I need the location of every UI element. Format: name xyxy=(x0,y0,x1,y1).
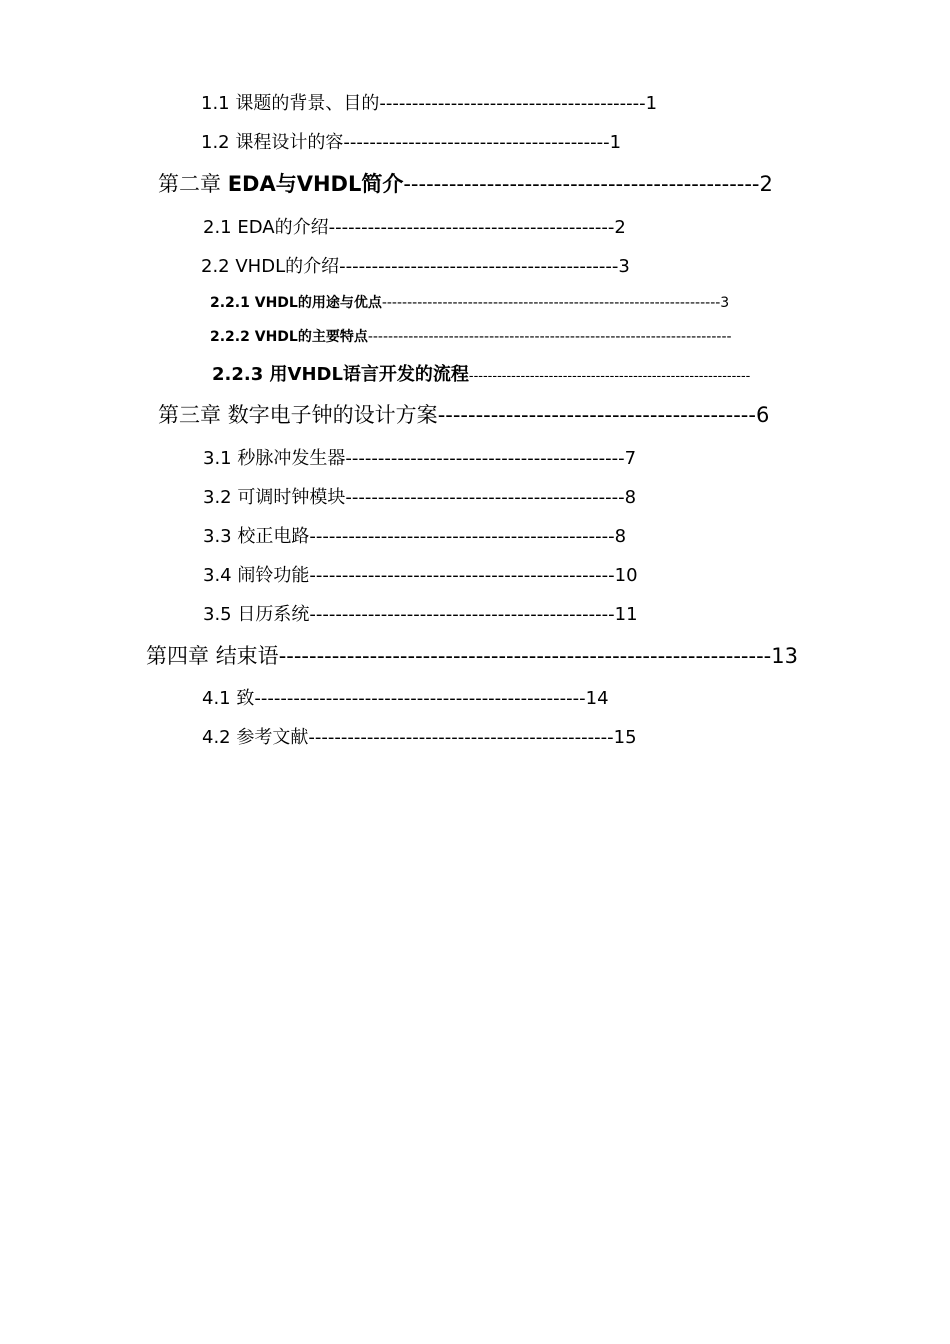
toc-page-number: 10 xyxy=(614,565,638,586)
toc-entry-2-2[interactable] xyxy=(201,258,630,276)
toc-entry-number: 2.1 xyxy=(203,217,238,238)
toc-page-number: 11 xyxy=(614,604,638,625)
toc-entry-4-1[interactable] xyxy=(202,690,609,708)
toc-page-number: 3 xyxy=(618,256,630,277)
toc-page-number: 6 xyxy=(755,403,770,427)
toc-page-number: 8 xyxy=(614,526,627,547)
toc-entry-number: 4.1 xyxy=(202,688,237,709)
toc-leader-dots: ------------------------------------------- xyxy=(345,448,625,469)
toc-entry-3-5[interactable] xyxy=(203,606,638,624)
toc-entry-title: 校正电路 xyxy=(237,526,310,547)
toc-entry-number: 4.2 xyxy=(202,727,237,748)
toc-entry-title: 2.2.2 VHDL的主要特点 xyxy=(210,329,368,345)
toc-entry-2-2-2[interactable] xyxy=(210,330,732,344)
toc-entry-2-1[interactable] xyxy=(203,219,626,237)
toc-entry-number: 3.5 xyxy=(203,604,238,625)
toc-page-number: 7 xyxy=(624,448,637,469)
toc-entry-title: 课程设计的容 xyxy=(235,132,344,153)
toc-entry-title: 致 xyxy=(236,688,255,709)
toc-entry-title: 课题的背景、目的 xyxy=(235,93,380,114)
toc-leader-dots: ----------------------------------------------------------------- xyxy=(278,644,772,668)
toc-page-number: 13 xyxy=(771,644,798,668)
toc-chapter-number: 第四章 xyxy=(146,644,216,668)
toc-chapter-3[interactable] xyxy=(158,405,769,426)
toc-entry-title: 可调时钟模块 xyxy=(237,487,346,508)
toc-leader-dots: ----------------------------------------------- xyxy=(309,604,615,625)
toc-entry-number: 3.4 xyxy=(203,565,238,586)
toc-leader-dots: -------------------------------------------- xyxy=(328,217,615,238)
toc-leader-dots: ----------------------------------------- xyxy=(379,93,646,114)
toc-entry-number: 1.1 xyxy=(201,93,236,114)
toc-page-number: 1 xyxy=(645,93,658,114)
toc-entry-1-2[interactable] xyxy=(201,134,621,152)
toc-entry-1-1[interactable] xyxy=(201,95,657,113)
toc-leader-dots: ----------------------------------------- xyxy=(343,132,610,153)
toc-entry-4-2[interactable] xyxy=(202,729,637,747)
toc-leader-dots: ------------------------------------------------------------------- xyxy=(381,295,721,311)
toc-page-number: 1 xyxy=(609,132,622,153)
toc-leader-dots: --------------------------------------------------- xyxy=(254,688,586,709)
toc-entry-3-4[interactable] xyxy=(203,567,638,585)
toc-chapter-title: EDA与VHDL简介 xyxy=(227,172,404,196)
toc-entry-number: 3.1 xyxy=(203,448,238,469)
toc-leader-dots: ------------------------------------------------------------------------ xyxy=(367,329,732,345)
toc-chapter-2[interactable] xyxy=(158,174,773,195)
toc-entry-number: 3.2 xyxy=(203,487,238,508)
toc-leader-dots: ----------------------------------------------- xyxy=(308,727,614,748)
toc-entry-number: 3.3 xyxy=(203,526,238,547)
toc-page-number: 2 xyxy=(759,172,773,196)
toc-leader-dots: ------------------------------------------ xyxy=(437,403,756,427)
toc-entry-title: 秒脉冲发生器 xyxy=(237,448,346,469)
toc-page-number: 14 xyxy=(585,688,609,709)
toc-entry-title: 2.2.1 VHDL的用途与优点 xyxy=(210,295,382,311)
toc-entry-title: EDA的介绍 xyxy=(237,217,329,238)
toc-entry-title: VHDL的介绍 xyxy=(235,256,340,277)
toc-chapter-4[interactable] xyxy=(146,646,798,667)
toc-chapter-title: 数字电子钟的设计方案 xyxy=(227,403,438,427)
toc-page-number: 8 xyxy=(624,487,637,508)
toc-chapter-number: 第二章 xyxy=(158,172,228,196)
toc-entry-number: 1.2 xyxy=(201,132,236,153)
toc-page-number: 15 xyxy=(613,727,637,748)
toc-leader-dots: ------------------------------------------- xyxy=(339,256,619,277)
toc-entry-title: 闹铃功能 xyxy=(237,565,310,586)
toc-leader-dots: ------------------------------------------- xyxy=(345,487,625,508)
toc-entry-3-3[interactable] xyxy=(203,528,626,546)
toc-chapter-number: 第三章 xyxy=(158,403,228,427)
toc-leader-dots: ----------------------------------------------- xyxy=(403,172,760,196)
toc-entry-3-2[interactable] xyxy=(203,489,636,507)
toc-entry-number: 2.2 xyxy=(201,256,236,277)
toc-entry-3-1[interactable] xyxy=(203,450,636,468)
toc-entry-2-2-3[interactable] xyxy=(212,366,750,384)
toc-entry-title: 参考文献 xyxy=(236,727,309,748)
toc-entry-title: 2.2.3 用VHDL语言开发的流程 xyxy=(212,364,469,385)
toc-leader-dots: ------------------------------------------------------------ xyxy=(468,369,751,384)
toc-chapter-title: 结束语 xyxy=(215,644,279,668)
toc-leader-dots: ----------------------------------------------- xyxy=(309,526,615,547)
toc-page-number: 3 xyxy=(720,295,730,311)
toc-page-number: 2 xyxy=(614,217,626,238)
toc-entry-2-2-1[interactable] xyxy=(210,296,729,310)
toc-leader-dots: ----------------------------------------------- xyxy=(309,565,615,586)
toc-entry-title: 日历系统 xyxy=(237,604,310,625)
